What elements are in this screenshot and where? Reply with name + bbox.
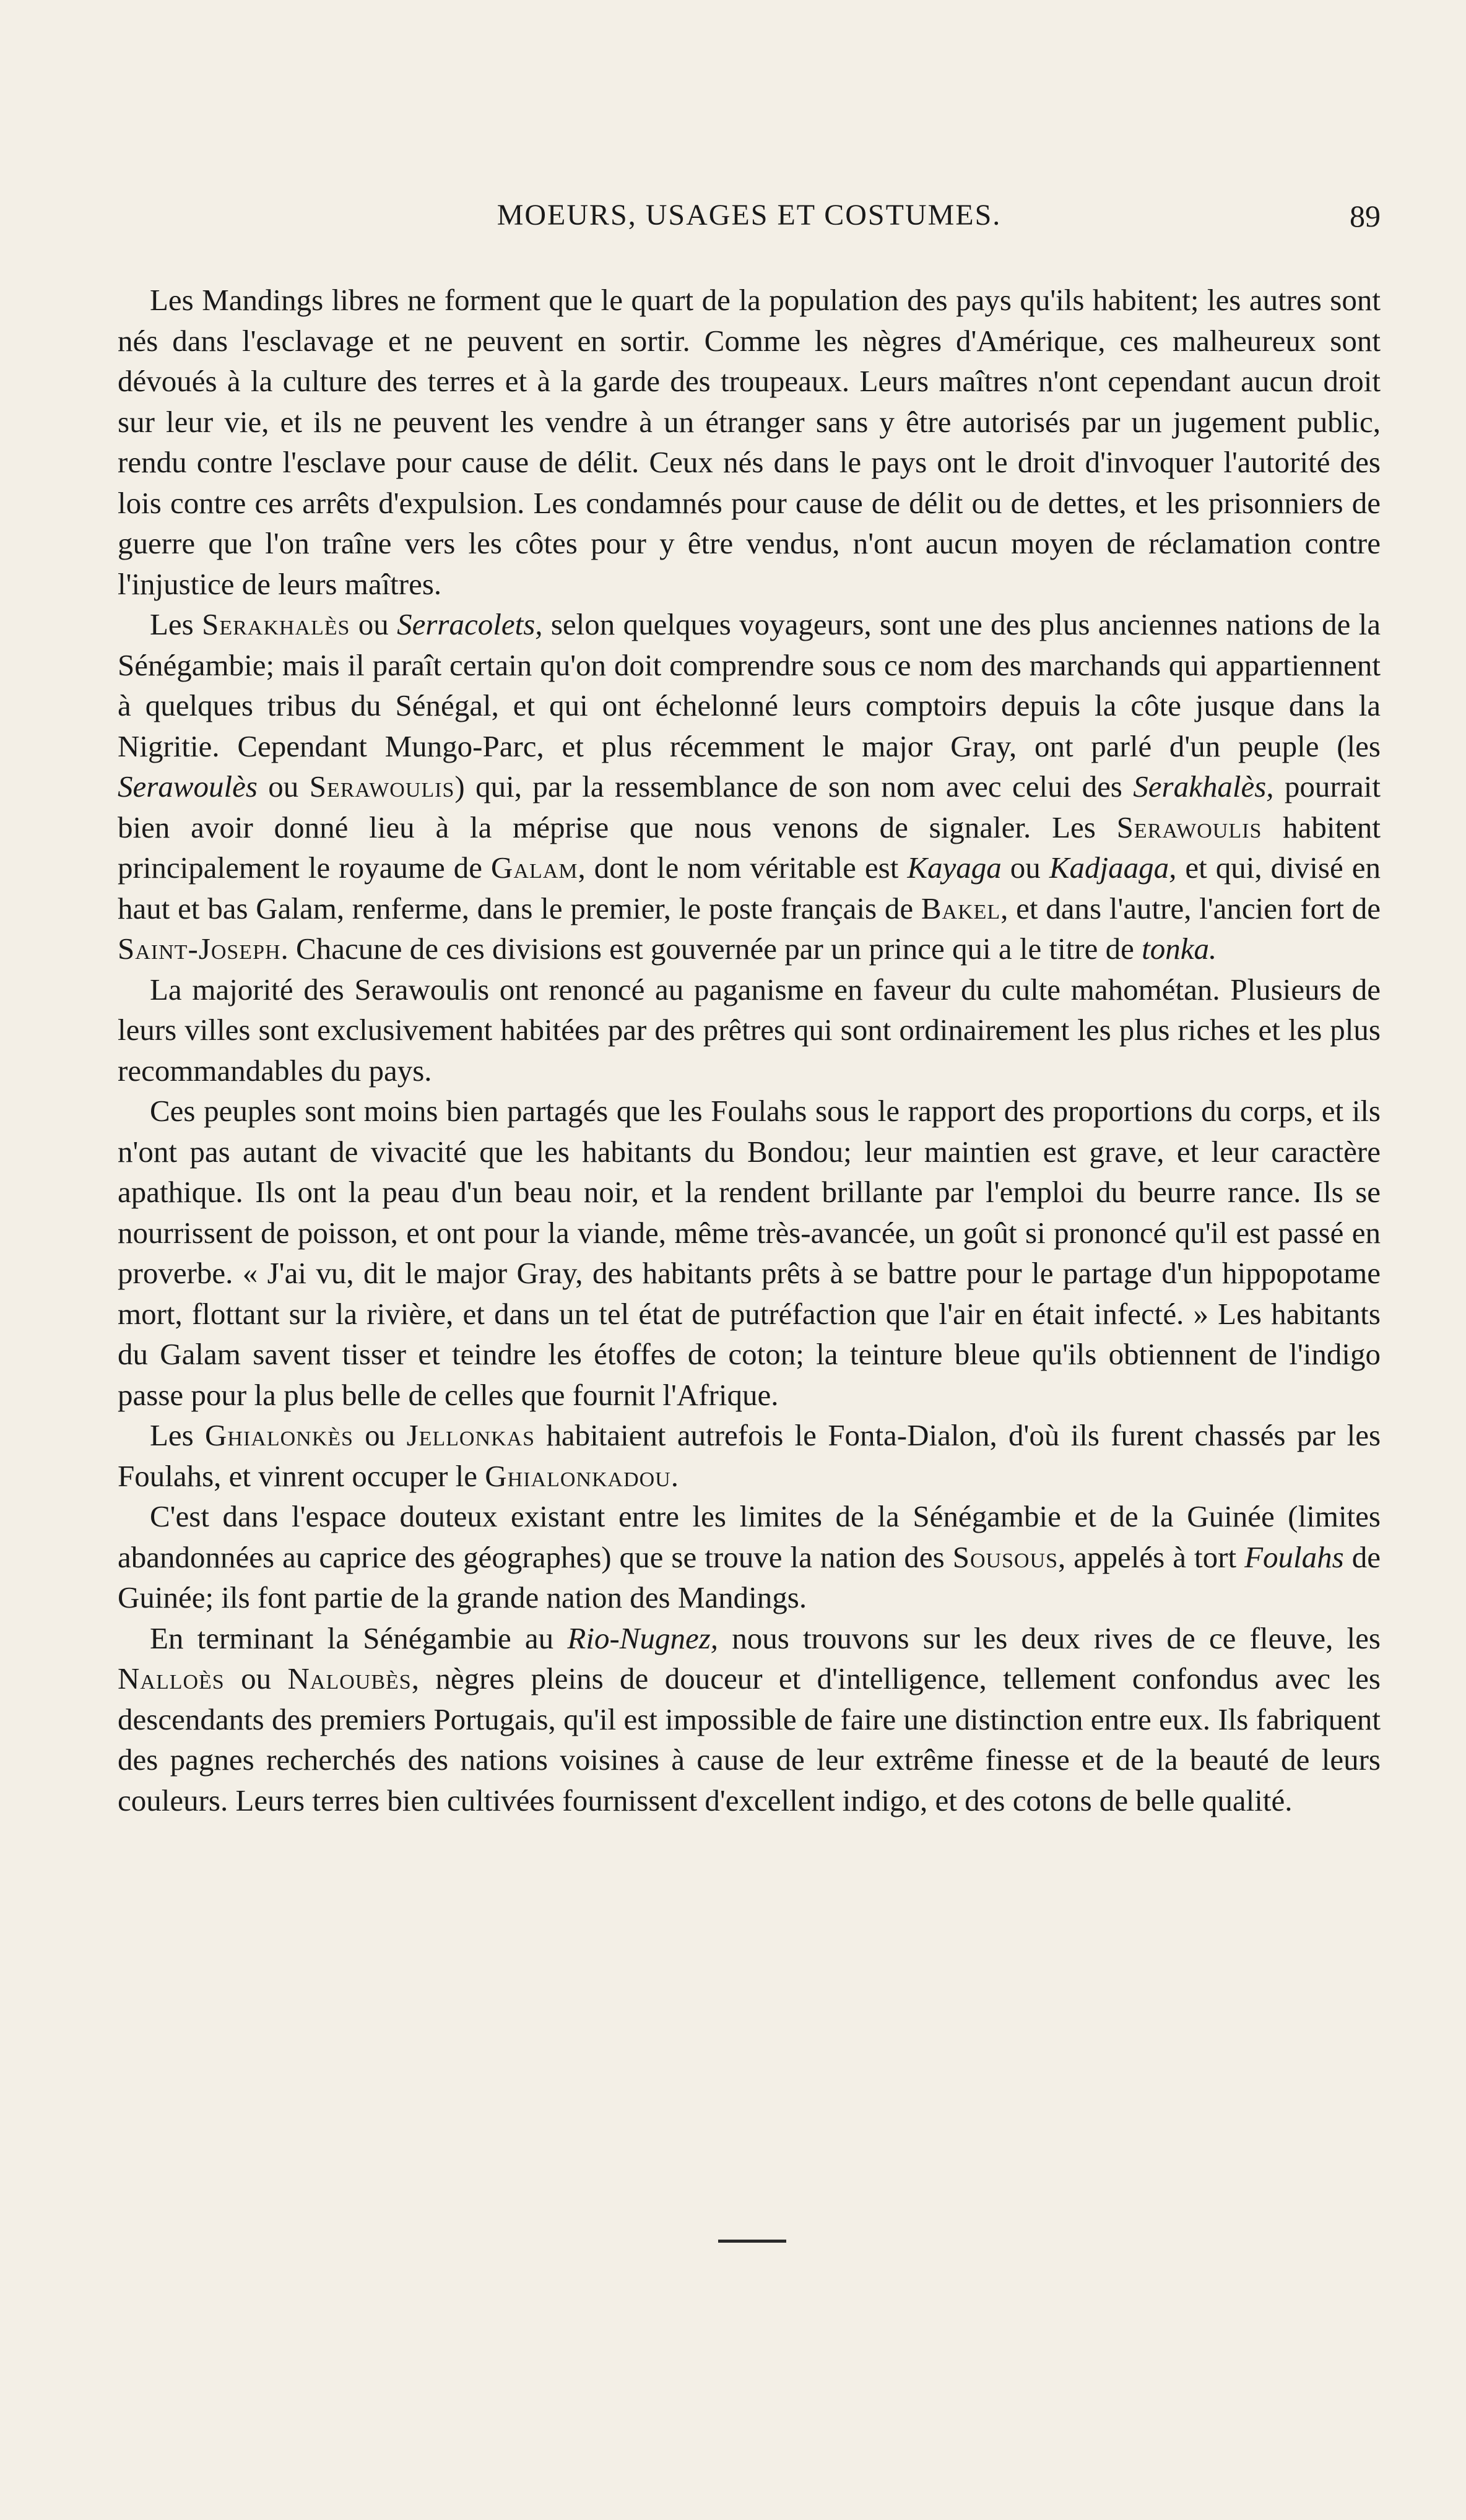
people-name: Sousous — [952, 1539, 1059, 1574]
paragraph-serawoulis-customs: Ces peuples sont moins bien partagés que les Foulahs sous le rapport des proportions du corps, et ils n'ont pas autant de vivacité que les habitants du Bondou; leur maintien est grave, et leur caractère apathique. Ils ont la peau d'un beau noir, et la rendent brillante par l'emploi du beurre rance. Ils se nourrissent de poisson, et ont pour la viande, même très-avancée, un goût si prononcé qu'il est passé en proverbe. « J'ai vu, dit le major Gray, des habitants prêts à se battre pour le partage d'un hippopotame mort, flottant sur la rivière, et dans un tel état de putréfaction que l'air en était infecté. » Les habitants du Galam savent tisser et teindre les étoffes de coton; la teinture bleue qu'ils obtiennent de l'indigo passe pour la plus belle de celles que fournit l'Afrique. — [118, 1094, 1381, 1412]
paragraph-serakhales: Les Serakhalès ou Serracolets, selon quelques voyageurs, sont une des plus anciennes nations de la Sénégambie; mais il paraît certain qu'on doit comprendre sous ce nom des marchands qui appartiennent à quelques tribus du Sénégal, et qui ont échelonné leurs comptoirs depuis la côte jusque dans la Nigritie. Cependant Mungo-Parc, et plus récemment le major Gray, ont parlé d'un peuple (les Serawoulès ou Serawoulis) qui, par la ressemblance de son nom avec celui des Serakhalès, pourrait bien avoir donné lieu à la méprise que nous venons de signaler. Les Serawoulis habitent principalement le royaume de Galam, dont le nom véritable est Kayaga ou Kadjaaga, et qui, divisé en haut et bas Galam, renferme, dans le premier, le poste français de Bakel, et dans l'autre, l'ancien fort de Saint-Joseph. Chacune de ces divisions est gouvernée par un prince qui a le titre de tonka. — [118, 607, 1381, 966]
paragraph-ghialonkes: Les Ghialonkès ou Jellonkas habitaient autrefois le Fonta-Dialon, d'où ils furent chassés par les Foulahs, et vinrent occuper le Ghialonkadou. — [118, 1418, 1381, 1493]
people-name: Foulahs — [1244, 1539, 1344, 1574]
people-name: Serawoulès — [118, 769, 258, 803]
people-name: Nalloès — [118, 1661, 225, 1695]
place-name: Rio-Nugnez, — [567, 1621, 719, 1655]
paragraph-nalloes: En terminant la Sénégambie au Rio-Nugnez, nous trouvons sur les deux rives de ce fleuve, les Nalloès ou Naloubès, nègres pleins de douceur et d'intelligence, tellement confondus avec les descendants des premiers Portugais, qu'il est impossible de faire une distinction entre eux. Ils fabriquent des pagnes recherchés des nations voisines à cause de leur extrême finesse et de la beauté de leurs couleurs. Leurs terres bien cultivées fournissent d'excellent indigo, et des cotons de belle qualité. — [118, 1621, 1381, 1817]
people-name: Jellonkas — [406, 1418, 536, 1452]
title-term: tonka. — [1142, 932, 1217, 966]
people-name: Serawoulis — [309, 769, 455, 803]
place-name: Saint-Joseph — [118, 932, 281, 966]
place-name: Galam — [491, 851, 578, 885]
body-text — [118, 280, 1381, 1821]
people-name: Serakhalès — [202, 607, 350, 641]
end-rule — [718, 2240, 786, 2243]
people-name: Naloubès — [287, 1661, 412, 1695]
page-number: 89 — [1350, 199, 1381, 233]
paragraph-sousous: C'est dans l'espace douteux existant entre les limites de la Sénégambie et de la Guinée (limites abandonnées au caprice des géographes) que se trouve la nation des Sousous, appelés à tort Foulahs de Guinée; ils font partie de la grande nation des Mandings. — [118, 1499, 1381, 1614]
place-name: Ghialonkadou — [485, 1458, 671, 1493]
people-name: Ghialonkès — [205, 1418, 353, 1452]
paragraph-serawoulis-religion: La majorité des Serawoulis ont renoncé au paganisme en faveur du culte mahométan. Plusieurs de leurs villes sont exclusivement habitées par des prêtres qui sont ordinairement les plus riches et les plus recommandables du pays. — [118, 972, 1381, 1088]
running-title: MOEURS, USAGES ET COSTUMES. — [497, 199, 1002, 232]
page-header — [118, 198, 1381, 248]
people-name: Serawoulis — [1116, 810, 1262, 844]
place-name: Kayaga — [907, 851, 1002, 885]
paragraph-mandings: Les Mandings libres ne forment que le quart de la population des pays qu'ils habitent; les autres sont nés dans l'esclavage et ne peuvent en sortir. Comme les nègres d'Amérique, ces malheureux sont dévoués à la culture des terres et à la garde des troupeaux. Leurs maîtres n'ont cependant aucun droit sur leur vie, et ils ne peuvent les vendre à un étranger sans y être autorisés par un jugement public, rendu contre l'esclave pour cause de délit. Ceux nés dans le pays ont le droit d'invoquer l'autorité des lois contre ces arrêts d'expulsion. Les condamnés pour cause de délit ou de dettes, et les prisonniers de guerre que l'on traîne vers les côtes pour y être vendus, n'ont aucun moyen de réclamation contre l'injustice de leurs maîtres. — [118, 283, 1381, 601]
place-name: Bakel — [921, 891, 1001, 925]
place-name: Kadjaaga, — [1049, 851, 1177, 885]
people-name: Serakhalès, — [1133, 769, 1274, 803]
people-name: Serracolets, — [397, 607, 543, 641]
